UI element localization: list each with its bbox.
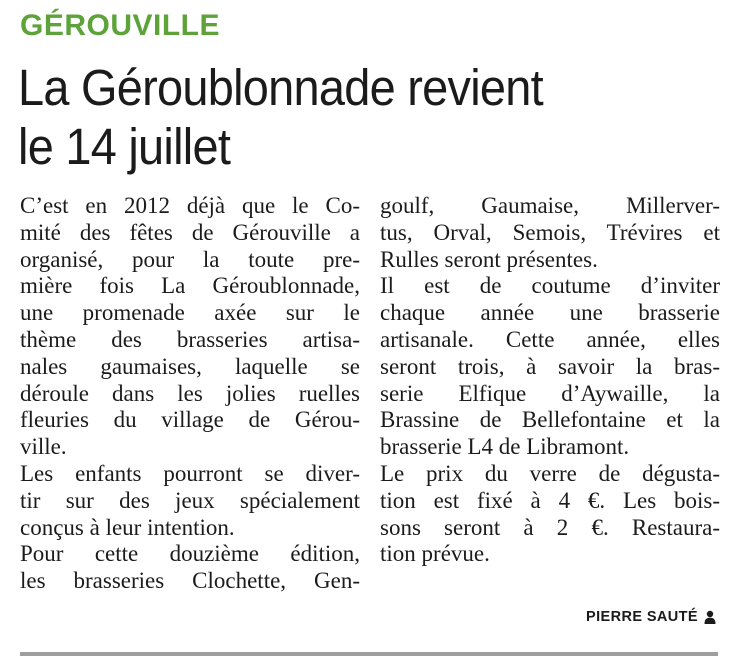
body-line: les brasseries Clochette, Gen- bbox=[20, 568, 360, 594]
body-line: Le prix du verre de dégusta- bbox=[380, 460, 720, 486]
person-icon bbox=[704, 610, 716, 624]
body-line: nales gaumaises, laquelle se bbox=[20, 353, 360, 379]
body-line: brasserie L4 de Libramont. bbox=[380, 434, 630, 460]
body-line: fleuries du village de Gérou- bbox=[20, 407, 360, 433]
body-line: tir sur des jeux spécialement bbox=[20, 487, 360, 513]
body-line: goulf, Gaumaise, Millerver- bbox=[380, 193, 720, 218]
body-line: serie Elfique d’Aywaille, la bbox=[380, 380, 720, 406]
body-line: mière fois La Géroublonnade, bbox=[20, 273, 360, 299]
body-line: Les enfants pourront se diver- bbox=[20, 460, 360, 486]
article-column-right bbox=[380, 193, 720, 568]
body-line: conçus à leur intention. bbox=[20, 514, 235, 540]
headline-line-2: le 14 juillet bbox=[18, 118, 231, 175]
body-line: artisanale. Cette année, elles bbox=[380, 326, 720, 352]
article-column-left bbox=[20, 193, 360, 595]
body-line: Rulles seront présentes. bbox=[380, 246, 598, 272]
author-name: PIERRE SAUTÉ bbox=[586, 609, 698, 625]
body-line: Brassine de Bellefontaine et la bbox=[380, 407, 720, 433]
body-line: tion prévue. bbox=[380, 541, 490, 567]
body-line: seront trois, à savoir la bras- bbox=[380, 353, 720, 379]
body-line: tus, Orval, Semois, Trévires et bbox=[380, 219, 720, 245]
bottom-rule bbox=[20, 652, 718, 656]
headline-line-1: La Géroublonnade revient bbox=[18, 59, 543, 116]
headline bbox=[18, 58, 662, 176]
body-line: mité des fêtes de Gérouville a bbox=[20, 219, 360, 245]
body-line: chaque année une brasserie bbox=[380, 300, 720, 326]
body-line: ville. bbox=[20, 434, 67, 460]
body-line: tion est fixé à 4 €. Les bois- bbox=[380, 487, 720, 513]
body-line: Pour cette douzième édition, bbox=[20, 541, 360, 567]
body-line: Il est de coutume d’inviter bbox=[380, 273, 720, 299]
body-line: thème des brasseries artisa- bbox=[20, 326, 360, 352]
body-line: sons seront à 2 €. Restaura- bbox=[380, 514, 720, 540]
body-line: une promenade axée sur le bbox=[20, 300, 360, 326]
body-line: C’est en 2012 déjà que le Co- bbox=[20, 193, 360, 218]
section-kicker: GÉROUVILLE bbox=[20, 9, 221, 42]
author-byline bbox=[586, 609, 716, 625]
body-line: organisé, pour la toute pre- bbox=[20, 246, 360, 272]
body-line: déroule dans les jolies ruelles bbox=[20, 380, 360, 406]
